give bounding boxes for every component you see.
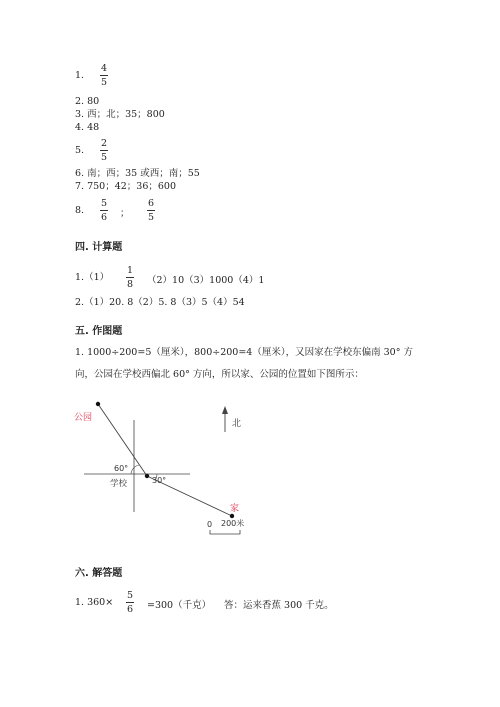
section-6-q1-start: 1. 360× (75, 597, 114, 608)
section-6-title: 六. 解答题 (75, 568, 123, 579)
section-4-title: 四. 计算题 (75, 242, 123, 253)
angle-30-label: 30° (152, 476, 167, 485)
section-5-text-line-2: 向，公园在学校西偏北 60° 方向，所以家、公园的位置如下图所示： (75, 369, 364, 380)
section-4-q2: 2.（1）20. 8（2）5. 8（3）5（4）54 (75, 297, 245, 308)
scale-zero-label: 0 (207, 520, 213, 529)
answer-2: 2. 80 (75, 96, 100, 107)
north-arrow-icon (222, 406, 228, 414)
section-4-q1-end: （2）10（3）1000（4）1 (147, 275, 265, 286)
section-6-q1-result: =300（千克） (147, 600, 212, 611)
denominator: 5 (100, 77, 108, 88)
angle-60-label: 60° (114, 464, 129, 473)
home-label: 家 (230, 504, 240, 514)
denominator: 6 (126, 604, 134, 615)
section-6-q1-fraction (126, 590, 134, 615)
section-5-text-line-1: 1. 1000÷200=5（厘米），800÷200=4（厘米），又因家在学校东偏南 30° 方 (75, 347, 413, 358)
denominator: 5 (147, 212, 155, 223)
scale-label: 200米 (221, 519, 245, 528)
home-point (230, 514, 234, 518)
numerator: 1 (126, 265, 134, 276)
angle-60-arc (131, 465, 139, 474)
denominator: 5 (100, 152, 108, 163)
answer-1-label: 1. (75, 70, 85, 81)
park-point (96, 402, 100, 406)
north-label: 北 (232, 419, 242, 429)
numerator: 4 (100, 63, 108, 74)
numerator: 2 (100, 138, 108, 149)
numerator: 5 (100, 198, 108, 209)
answer-4: 4. 48 (75, 122, 100, 133)
scale-bar (210, 530, 240, 534)
section-5-title: 五. 作图题 (75, 326, 123, 337)
section-4-q1-start: 1.（1） (75, 272, 110, 283)
answer-8-label: 8. (75, 205, 85, 216)
school-point (145, 474, 149, 478)
numerator: 6 (147, 198, 155, 209)
answer-3: 3. 西；北；35；800 (75, 109, 165, 120)
section-6-q1-answer: 答：运来香蕉 300 千克。 (224, 600, 334, 611)
answer-6: 6. 南；西；35 或西；南；55 (75, 168, 200, 179)
numerator: 5 (126, 590, 134, 601)
park-label: 公园 (74, 413, 93, 423)
denominator: 6 (100, 212, 108, 223)
answer-7: 7. 750；42；36；600 (75, 181, 177, 192)
answer-5-label: 5. (75, 145, 85, 156)
school-label: 学校 (110, 479, 128, 489)
answer-8-separator: ； (120, 208, 130, 219)
denominator: 8 (126, 279, 134, 290)
